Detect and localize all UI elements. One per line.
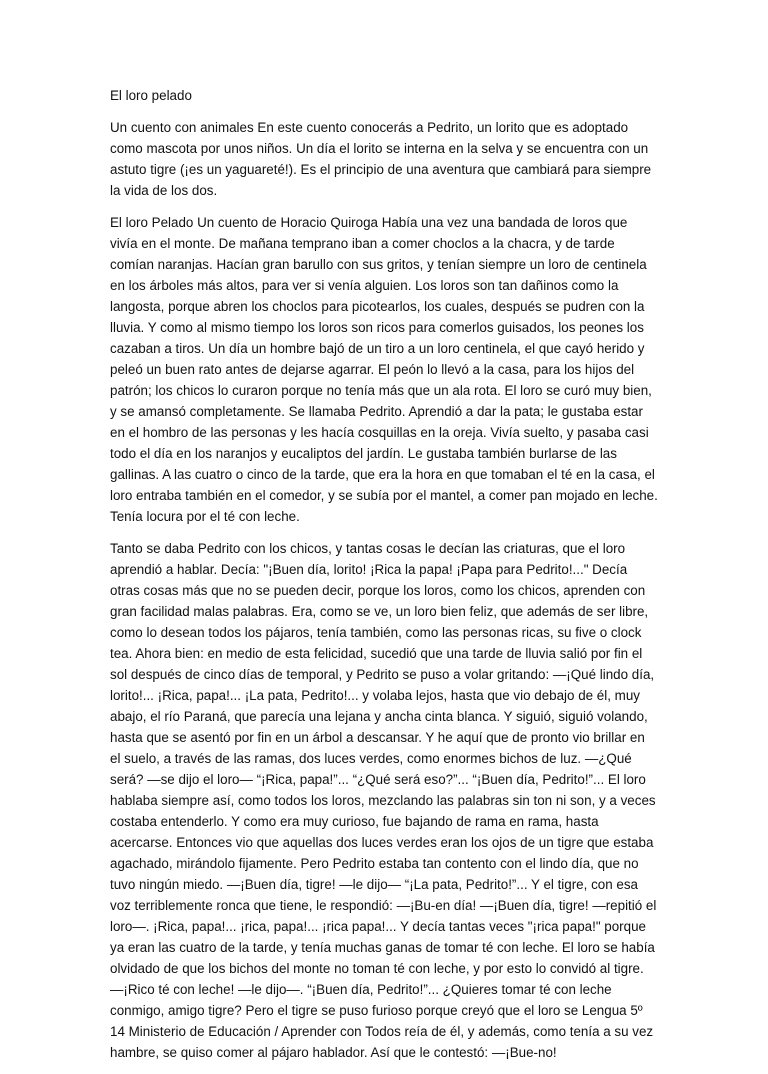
paragraph-story-start: El loro Pelado Un cuento de Horacio Quiroga Había una vez una bandada de loros que vivía en el monte. De mañana temprano iban a comer choclos a la chacra, y de tarde comían naranjas. Hacían gran barullo con sus gritos, y tenían siempre un loro de centinela en los árboles más altos, para ver si venía alguien. Los loros son tan dañinos como la langosta, porque abren los choclos para picotearlos, los cuales, después se pudren con la lluvia. Y como al mismo tiempo los loros son ricos para comerlos guisados, los peones los cazaban a tiros. Un día un hombre bajó de un tiro a un loro centinela, el que cayó herido y peleó un buen rato antes de dejarse agarrar. El peón lo llevó a la casa, para los hijos del patrón; los chicos lo curaron porque no tenía más que un ala rota. El loro se curó muy bien, y se amansó completamente. Se llamaba Pedrito. Aprendió a dar la pata; le gustaba estar en el hombro de las personas y les hacía cosquillas en la oreja. Vivía suelto, y pasaba casi todo el día en los naranjos y eucaliptos del jardín. Le gustaba también burlarse de las gallinas. A las cuatro o cinco de la tarde, que era la hora en que tomaban el té en la casa, el loro entraba también en el comedor, y se subía por el mantel, a comer pan mojado en leche. Tenía locura por el té con leche. — [110, 215, 658, 524]
document-title: El loro pelado — [110, 88, 192, 103]
paragraph-intro: Un cuento con animales En este cuento conocerás a Pedrito, un lorito que es adoptado como mascota por unos niños. Un día el lorito se interna en la selva y se encuentra con un astuto tigre (¡es un yaguareté!). Es el principio de una aventura que cambiará para siempre la vida de los dos. — [110, 120, 652, 198]
document-page — [110, 85, 658, 1074]
paragraph-story-continued: Tanto se daba Pedrito con los chicos, y tantas cosas le decían las criaturas, que el loro aprendió a hablar. Decía: "¡Buen día, lorito! ¡Rica la papa! ¡Papa para Pedrito!..." Decía otras cosas más que no se pueden decir, porque los loros, como los chicos, aprenden con gran facilidad malas palabras. Era, como se ve, un loro bien feliz, que además de ser libre, como lo desean todos los pájaros, tenía también, como las personas ricas, su five o clock tea. Ahora bien: en medio de esta felicidad, sucedió que una tarde de lluvia salió por fin el sol después de cinco días de temporal, y Pedrito se puso a volar gritando: —¡Qué lindo día, lorito!... ¡Rica, papa!... ¡La pata, Pedrito!... y volaba lejos, hasta que vio debajo de él, muy abajo, el río Paraná, que parecía una lejana y ancha cinta blanca. Y siguió, siguió volando, hasta que se asentó por fin en un árbol a descansar. Y he aquí que de pronto vio brillar en el suelo, a través de las ramas, dos luces verdes, como enormes bichos de luz. —¿Qué será? —se dijo el loro— “¡Rica, papa!”... “¿Qué será eso?”... “¡Buen día, Pedrito!”... El loro hablaba siempre así, como todos los loros, mezclando las palabras sin ton ni son, y a veces costaba entenderlo. Y como era muy curioso, fue bajando de rama en rama, hasta acercarse. Entonces vio que aquellas dos luces verdes eran los ojos de un tigre que estaba agachado, mirándolo fijamente. Pero Pedrito estaba tan contento con el lindo día, que no tuvo ningún miedo. —¡Buen día, tigre! —le dijo— “¡La pata, Pedrito!”... Y el tigre, con esa voz terriblemente ronca que tiene, le respondió: —¡Bu-en día! —¡Buen día, tigre! —repitió el loro—. ¡Rica, papa!... ¡rica, papa!... ¡rica papa!... Y decía tantas veces "¡rica papa!" porque ya eran las cuatro de la tarde, y tenía muchas ganas de tomar té con leche. El loro se había olvidado de que los bichos del monte no toman té con leche, y por esto lo convidó al tigre. —¡Rico té con leche! —le dijo—. “¡Buen día, Pedrito!”... ¿Quieres tomar té con leche conmigo, amigo tigre? Pero el tigre se puso furioso porque creyó que el loro se Lengua 5º 14 Ministerio de Educación / Aprender con Todos reía de él, y además, como tenía a su vez hambre, se quiso comer al pájaro hablador. Así que le contestó: —¡Bue-no! — [110, 541, 657, 1060]
